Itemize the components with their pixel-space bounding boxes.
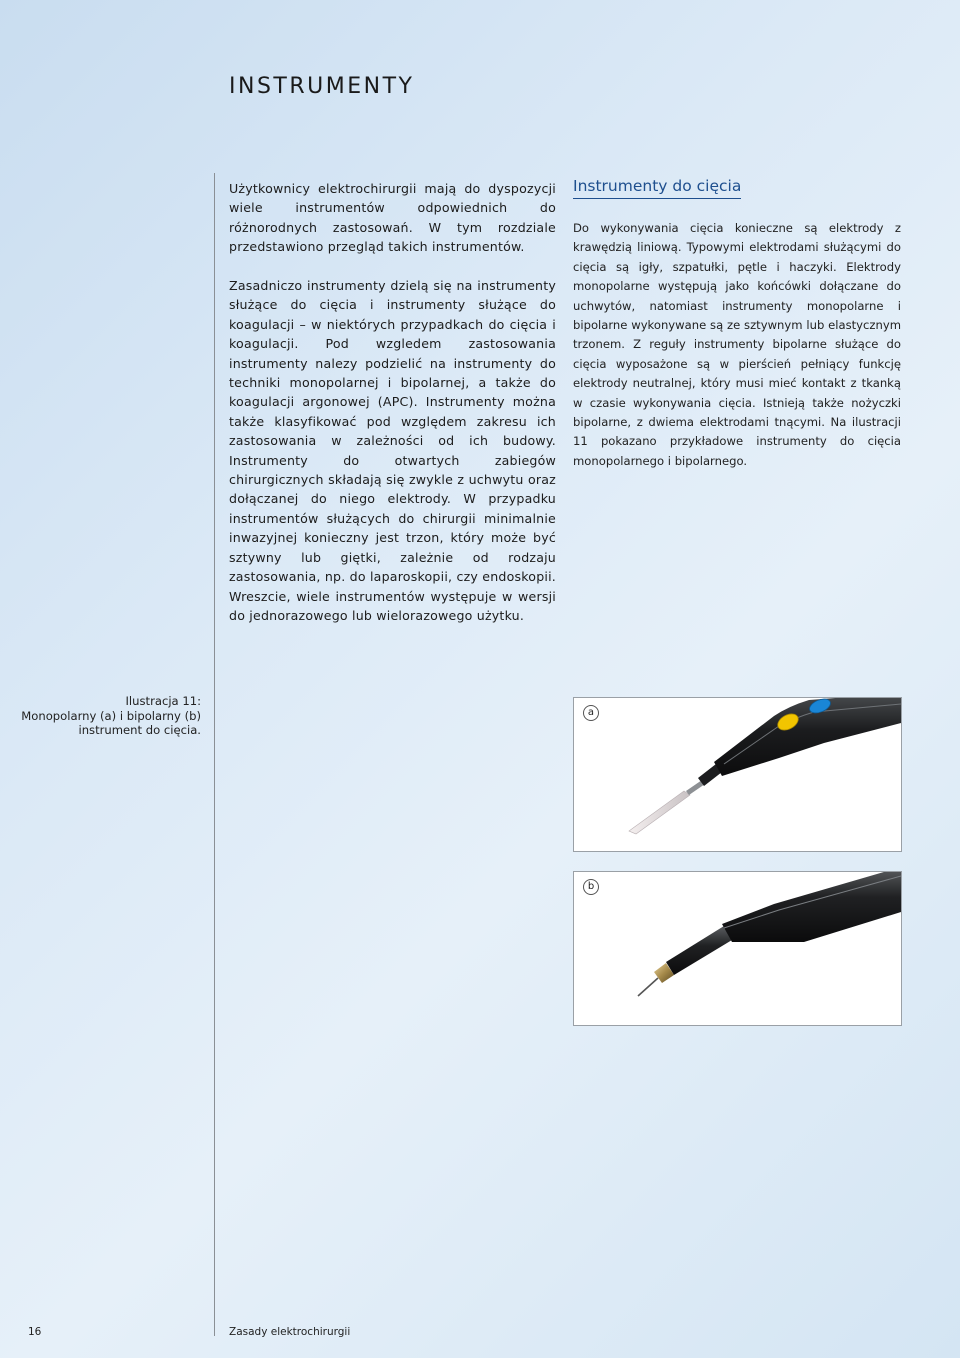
intro-paragraph-1: Użytkownicy elektrochirurgii mają do dyspozycji wiele instrumentów odpowiednich do różnorodnych zastosowań. W tym rozdziale przedstawiono przegląd takich instrumentów. [229,181,556,255]
page-number: 16 [28,1326,42,1338]
column-divider-line [214,173,215,1336]
figure-label-a: a [583,705,599,721]
intro-text-column [229,179,556,645]
figure-bipolar-instrument [573,871,902,1026]
caption-line-3: instrument do cięcia. [78,723,201,738]
caption-line-2: Monopolarny (a) i bipolarny (b) [21,708,201,723]
monopolar-handpiece-illustration [574,698,901,851]
page-title: INSTRUMENTY [229,74,415,99]
cutting-instruments-section [573,176,901,471]
caption-line-1: Ilustracja 11: [125,694,201,708]
section-body: Do wykonywania cięcia konieczne są elektrody z krawędzią liniową. Typowymi elektrodami służącymi do cięcia są igły, szpatułki, pętle i haczyki. Elektrody monopolarne występują jako końcówki dołączane do uchwytów, natomiast instrumenty monopolarne i bipolarne wykonywane są ze sztywnym lub elastycznym trzonem. Z reguły instrumenty bipolarne służące do cięcia wyposażone są w pierścień pełniący funkcję elektrody neutralnej, który musi mieć kontakt z tkanką w czasie wykonywania cięcia. Istnieją także nożyczki bipolarne, z dwiema elektrodami tnącymi. Na ilustracji 11 pokazano przykładowe instrumenty do cięcia monopolarnego i bipolarnego. [573,221,901,468]
figure-caption [20,694,201,738]
figure-monopolar-instrument [573,697,902,852]
figure-label-b: b [583,879,599,895]
intro-paragraph-2: Zasadniczo instrumenty dzielą się na instrumenty służące do cięcia i instrumenty służące do koagulacji – w niektórych przypadkach do cięcia i koagulacji. Pod wzgledem zastosowania instrumenty nalezy podzielić na instrumenty do techniki monopolarnej i bipolarnej, a także do koagulacji argonowej (APC). Instrumenty można także klasyfikować pod względem zakresu ich zastosowania w zależności od ich budowy. Instrumenty do otwartych zabiegów chirurgicznych składają się zwykle z uchwytu oraz dołączanej do niego elektrody. W przypadku instrumentów służących do chirurgii minimalnie inwazyjnej konieczny jest trzon, który może być sztywny lub giętki, zależnie od rodzaju zastosowania, np. do laparoskopii, czy endoskopii. Wreszcie, wiele instrumentów występuje w wersji do jednorazowego lub wielorazowego użytku. [229,278,556,623]
section-heading: Instrumenty do cięcia [573,176,741,199]
footer-section-title: Zasady elektrochirurgii [229,1326,351,1338]
bipolar-instrument-illustration [574,872,901,1025]
